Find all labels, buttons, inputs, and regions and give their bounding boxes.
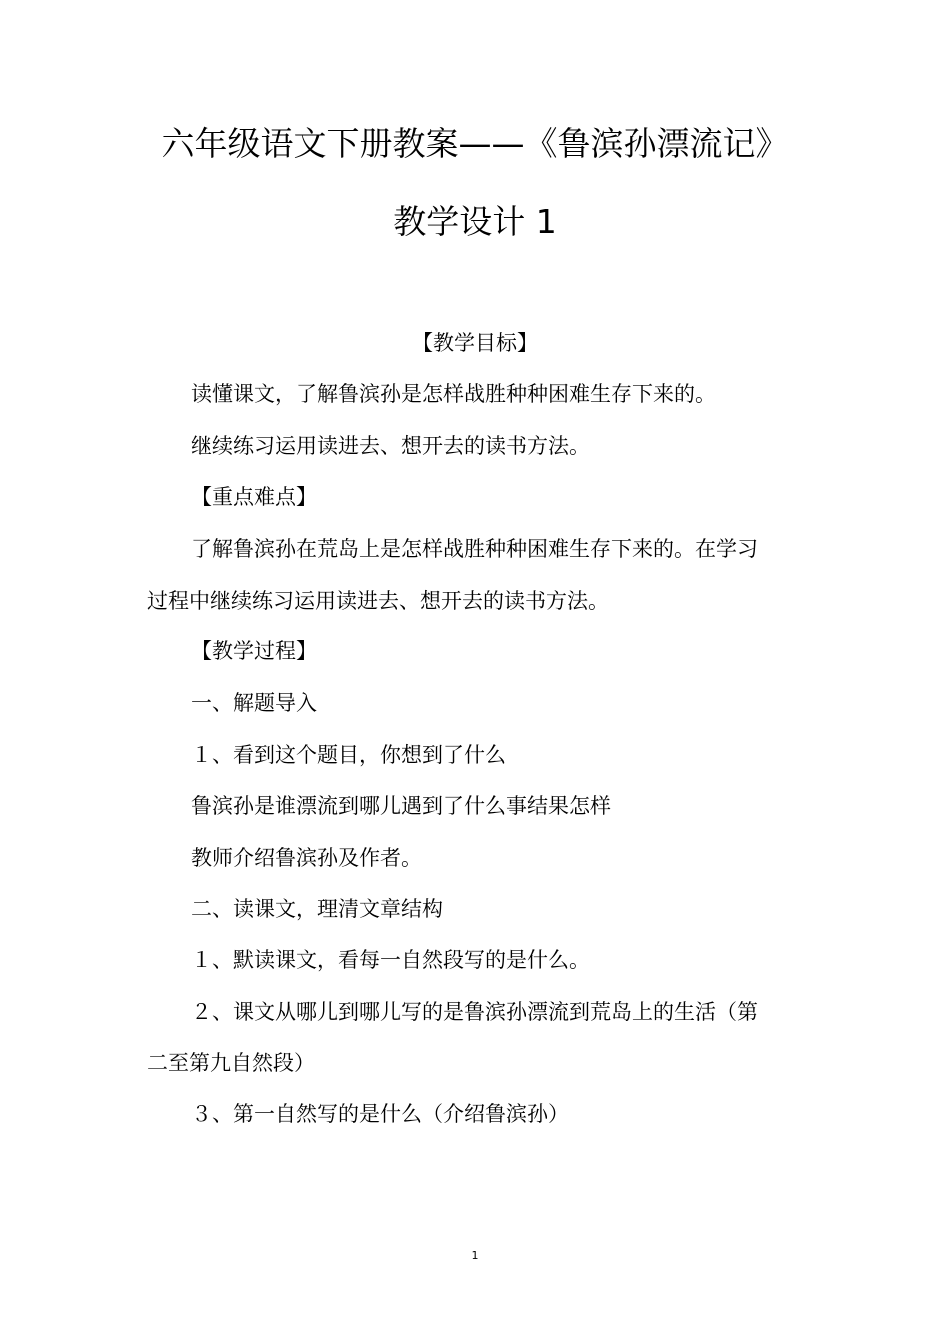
part-2-heading: 二、读课文，理清文章结构	[191, 897, 443, 921]
document-title-line-2: 教学设计 1	[393, 202, 557, 241]
part-2-item-1: １、默读课文，看每一自然段写的是什么。	[191, 948, 590, 972]
objective-1: 读懂课文，了解鲁滨孙是怎样战胜种种困难生存下来的。	[191, 382, 716, 406]
key-points-heading: 【重点难点】	[191, 485, 317, 509]
part-2-item-2-line-2: 二至第九自然段）	[147, 1051, 315, 1075]
part-1-question: 鲁滨孙是谁漂流到哪儿遇到了什么事结果怎样	[191, 794, 611, 818]
page-number: 1	[471, 1249, 479, 1262]
objectives-heading: 【教学目标】	[412, 331, 538, 355]
part-1-teacher: 教师介绍鲁滨孙及作者。	[191, 846, 422, 870]
part-2-item-3: ３、第一自然写的是什么（介绍鲁滨孙）	[191, 1102, 569, 1126]
part-1-heading: 一、解题导入	[191, 691, 317, 715]
part-2-item-2-line-1: ２、课文从哪儿到哪儿写的是鲁滨孙漂流到荒岛上的生活（第	[191, 1000, 758, 1024]
document-title-line-1: 六年级语文下册教案——《鲁滨孙漂流记》	[161, 124, 789, 163]
process-heading: 【教学过程】	[191, 639, 317, 663]
key-points-line-1: 了解鲁滨孙在荒岛上是怎样战胜种种困难生存下来的。在学习	[191, 537, 758, 561]
key-points-line-2: 过程中继续练习运用读进去、想开去的读书方法。	[147, 589, 609, 613]
objective-2: 继续练习运用读进去、想开去的读书方法。	[191, 434, 590, 458]
part-1-item-1: １、看到这个题目，你想到了什么	[191, 743, 506, 767]
